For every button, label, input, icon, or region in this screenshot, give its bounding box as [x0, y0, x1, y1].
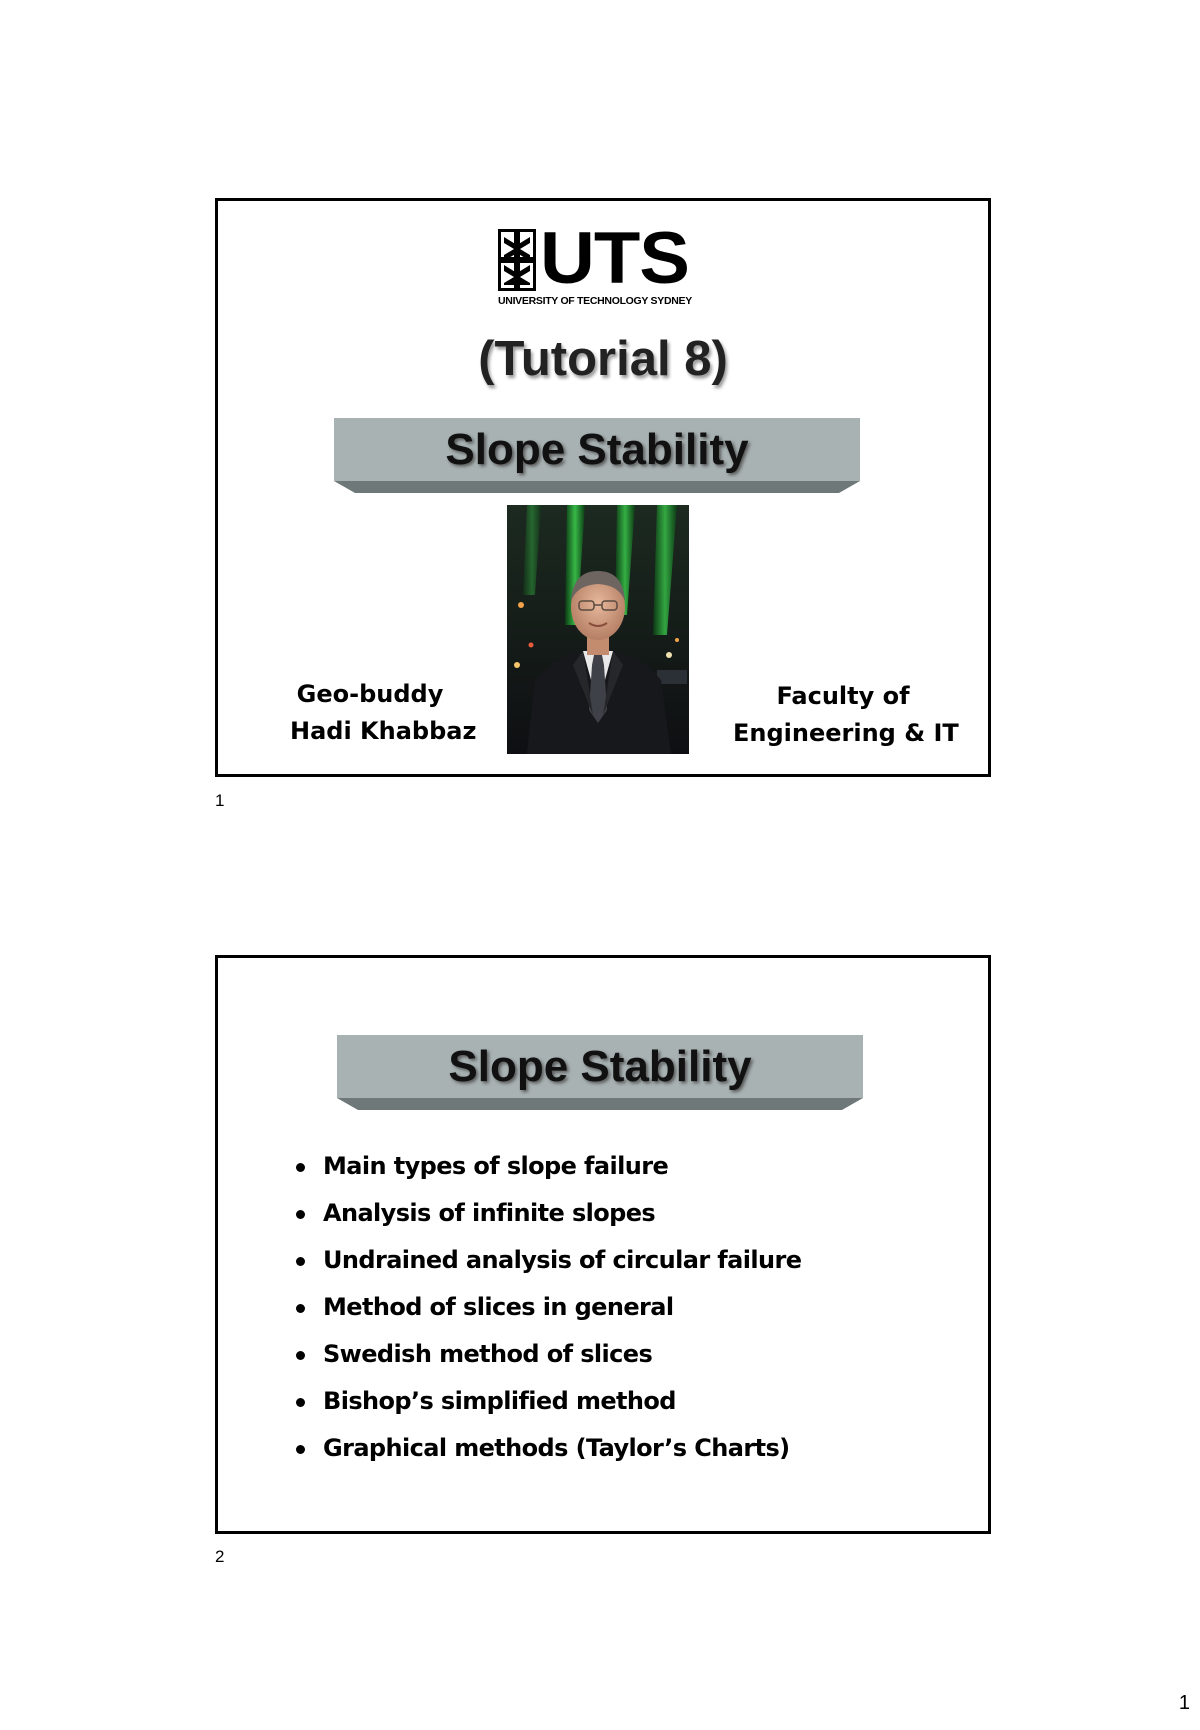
page-number: 1: [1178, 1692, 1190, 1714]
faculty-line-2: Engineering & IT: [733, 719, 959, 747]
title-banner: [337, 1035, 863, 1111]
slide-number: 1: [215, 791, 225, 810]
presenter-caption: [290, 676, 477, 750]
presenter-role: Geo-buddy: [296, 680, 444, 708]
list-item: Undrained analysis of circular failure: [296, 1242, 801, 1289]
faculty-caption: [733, 678, 959, 752]
presenter-photo-icon: [507, 505, 689, 754]
slide-number: 2: [215, 1547, 225, 1566]
slide-2: [215, 955, 991, 1534]
title-banner: [334, 418, 860, 494]
uts-crest-icon: [498, 229, 536, 291]
presenter-name: Hadi Khabbaz: [290, 717, 477, 745]
tutorial-heading: (Tutorial 8): [478, 332, 728, 386]
presenter-photo: [507, 505, 689, 754]
list-item: Method of slices in general: [296, 1289, 801, 1336]
list-item: Swedish method of slices: [296, 1336, 801, 1383]
slide-1: [215, 198, 991, 777]
list-item: Graphical methods (Taylor’s Charts): [296, 1430, 801, 1477]
list-item: Analysis of infinite slopes: [296, 1195, 801, 1242]
topic-list: [296, 1148, 801, 1477]
list-item: Main types of slope failure: [296, 1148, 801, 1195]
uts-logo: [498, 217, 698, 311]
banner-title: Slope Stability: [448, 1042, 752, 1091]
uts-wordmark: UTS: [540, 217, 689, 300]
banner-title: Slope Stability: [445, 425, 749, 474]
faculty-line-1: Faculty of: [776, 682, 910, 710]
uts-subtitle: UNIVERSITY OF TECHNOLOGY SYDNEY: [498, 295, 692, 307]
list-item: Bishop’s simplified method: [296, 1383, 801, 1430]
